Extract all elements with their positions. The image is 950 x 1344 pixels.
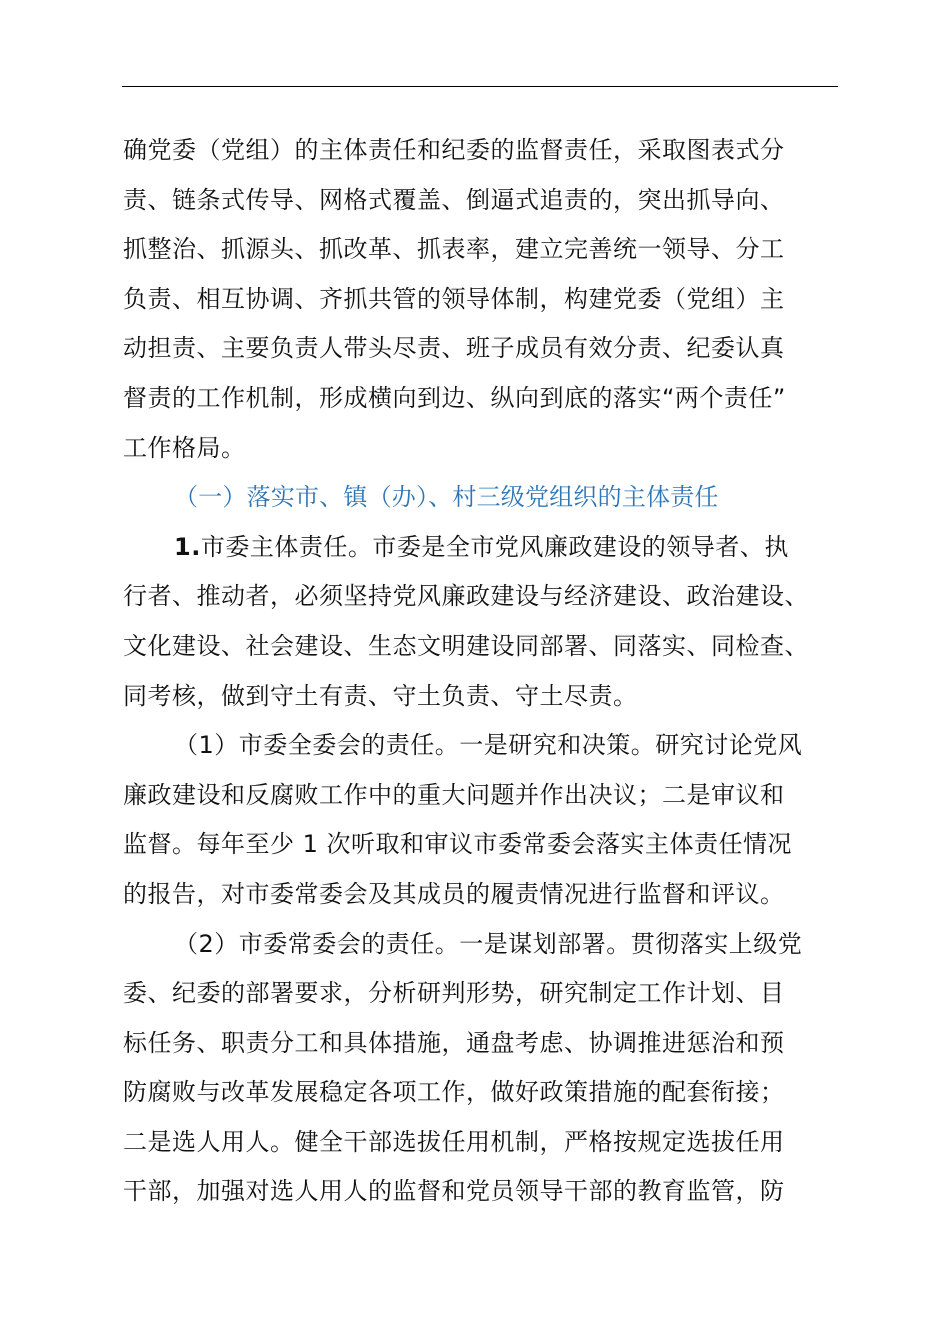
text-line: 干部，加强对选人用人的监督和党员领导干部的教育监管，防 [123, 1177, 785, 1206]
text-line: 的报告，对市委常委会及其成员的履责情况进行监督和评议。 [123, 879, 785, 908]
text-line: 负责、相互协调、齐抓共管的领导体制，构建党委（党组）主 [123, 284, 785, 313]
text-line: 监督。每年至少 1 次听取和审议市委常委会落实主体责任情况 [123, 830, 793, 859]
text-line [123, 523, 850, 573]
document-body [123, 126, 850, 1217]
text-line: 防腐败与改革发展稳定各项工作，做好政策措施的配套衔接； [123, 1078, 785, 1107]
text-line: 廉政建设和反腐败工作中的重大问题并作出决议；二是审议和 [123, 780, 785, 809]
text-line: （2）市委常委会的责任。一是谋划部署。贯彻落实上级党 [174, 929, 803, 958]
text-run: 市委主体责任。市委是全市党风廉政建设的领导者、执 [200, 532, 789, 561]
paragraph-item-1 [123, 523, 850, 721]
paragraph-sub-1 [123, 721, 850, 919]
text-line: 工作格局。 [123, 433, 246, 462]
text-line: 责、链条式传导、网格式覆盖、倒逼式追责的，突出抓导向、 [123, 185, 785, 214]
text-line: 督责的工作机制，形成横向到边、纵向到底的落实“两个责任” [123, 383, 786, 412]
text-line: 二是选人用人。健全干部选拔任用机制，严格按规定选拔任用 [123, 1127, 785, 1156]
text-line: 动担责、主要负责人带头尽责、班子成员有效分责、纪委认真 [123, 334, 785, 363]
paragraph-intro [123, 126, 850, 473]
text-line: 委、纪委的部署要求，分析研判形势，研究制定工作计划、目 [123, 979, 785, 1008]
text-line: 确党委（党组）的主体责任和纪委的监督责任，采取图表式分 [123, 136, 785, 164]
text-line: （1）市委全委会的责任。一是研究和决策。研究讨论党风 [174, 731, 803, 760]
section-heading: （一）落实市、镇（办）、村三级党组织的主体责任 [174, 483, 719, 512]
header-rule [122, 86, 838, 87]
text-line: 行者、推动者，必须坚持党风廉政建设与经济建设、政治建设、 [123, 582, 809, 611]
text-line: 抓整治、抓源头、抓改革、抓表率，建立完善统一领导、分工 [123, 235, 785, 264]
text-line: 标任务、职责分工和具体措施，通盘考虑、协调推进惩治和预 [123, 1028, 785, 1057]
item-number: 1. [174, 532, 201, 561]
text-line: 文化建设、社会建设、生态文明建设同部署、同落实、同检查、 [123, 631, 809, 660]
text-line: 同考核，做到守土有责、守土负责、守土尽责。 [123, 681, 638, 710]
paragraph-sub-2 [123, 920, 850, 1218]
